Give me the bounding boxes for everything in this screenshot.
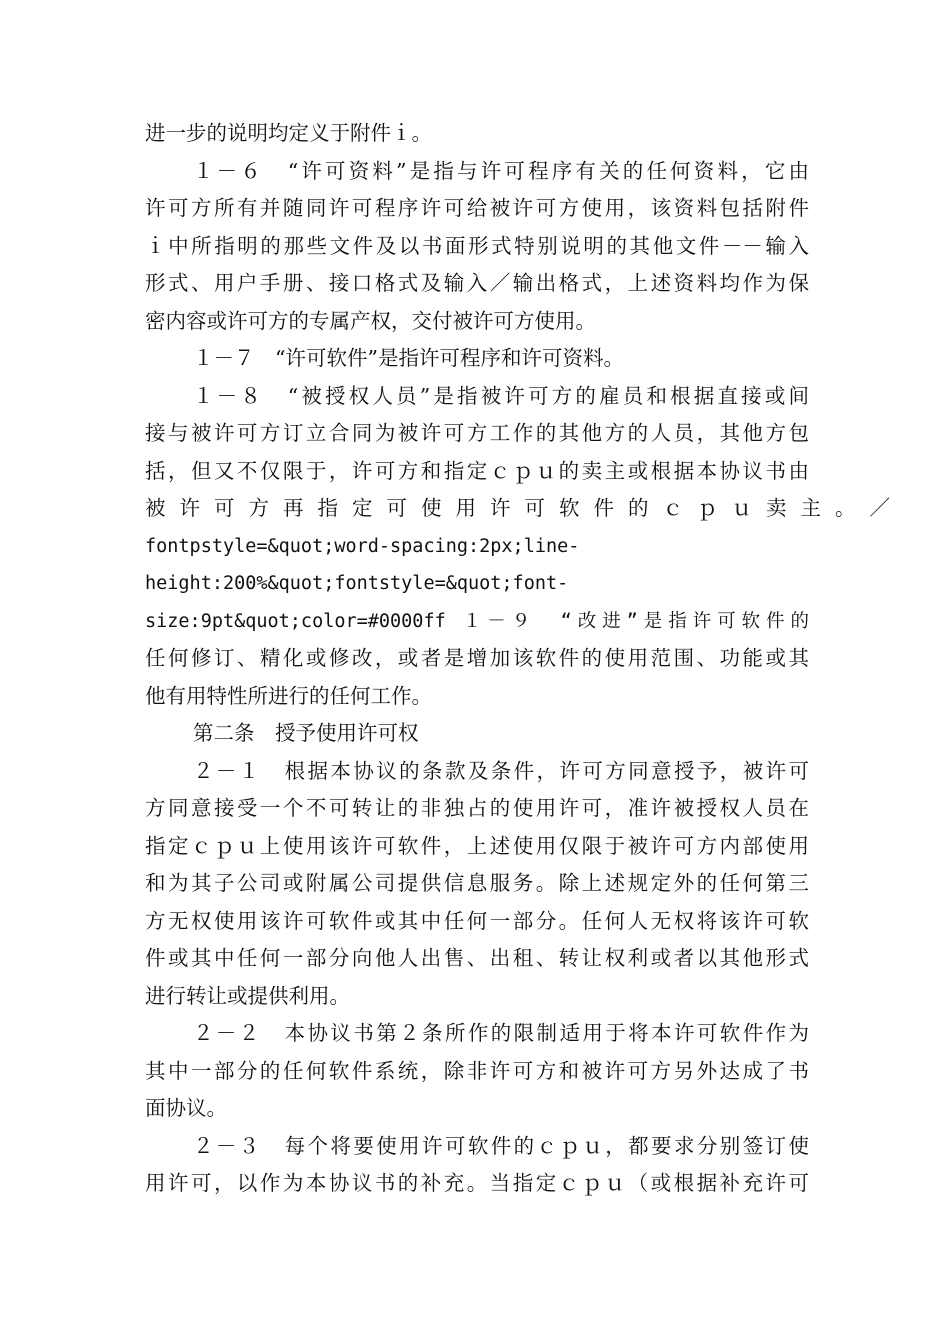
text-line: 和为其子公司或附属公司提供信息服务。除上述规定外的任何第三	[145, 871, 809, 895]
text-line: ２－３ 每个将要使用许可软件的ｃｐｕ，都要求分别签订使	[193, 1133, 809, 1158]
text-line: 密内容或许可方的专属产权，交付被许可方使用。	[145, 308, 596, 333]
text-line: １－６ “许可资料”是指与许可程序有关的任何资料，它由	[193, 158, 809, 183]
text-line: 进一步的说明均定义于附件ｉ。	[145, 121, 432, 145]
document-page	[145, 115, 904, 1203]
text-line: 其中一部分的任何软件系统，除非许可方和被许可方另外达成了书	[145, 1058, 809, 1083]
text-line: ２－２ 本协议书第２条所作的限制适用于将本许可软件作为	[193, 1021, 809, 1045]
text-line: 形式、用户手册、接口格式及输入／输出格式，上述资料均作为保	[145, 271, 809, 295]
text-line: height:200%&quot;fontstyle=&quot;font-	[145, 573, 569, 594]
text-line: 被许可方再指定可使用许可软件的ｃｐｕ卖主。／	[145, 496, 904, 520]
text-line: 任何修订、精化或修改，或者是增加该软件的使用范围、功能或其	[145, 646, 809, 670]
text-line: 他有用特性所进行的任何工作。	[145, 683, 432, 708]
text-line: ２－１ 根据本协议的条款及条件，许可方同意授予，被许可	[193, 758, 809, 783]
text-line: １－８ “被授权人员”是指被许可方的雇员和根据直接或间	[193, 383, 809, 408]
text-line: 方无权使用该许可软件或其中任何一部分。任何人无权将该许可软	[145, 908, 809, 933]
text-line: ｉ中所指明的那些文件及以书面形式特别说明的其他文件－－输入	[145, 233, 809, 258]
text-line: １－７ “许可软件”是指许可程序和许可资料。	[193, 346, 624, 370]
text-line: 件或其中任何一部分向他人出售、出租、转让权利或者以其他形式	[145, 946, 809, 970]
text-line: 进行转让或提供利用。	[145, 983, 350, 1008]
text-line: 许可方所有并随同许可程序许可给被许可方使用，该资料包括附件	[145, 196, 809, 220]
text-line: size:9pt&quot;color=#0000ff １－９ “改进”是指许可软件的	[145, 610, 809, 632]
text-line: 面协议。	[145, 1096, 227, 1120]
text-line: 方同意接受一个不可转让的非独占的使用许可，准许被授权人员在	[145, 796, 809, 820]
text-line: 括，但又不仅限于，许可方和指定ｃｐｕ的卖主或根据本协议书由	[145, 458, 809, 483]
text-line: 接与被许可方订立合同为被许可方工作的其他方的人员，其他方包	[145, 421, 809, 445]
text-line: 指定ｃｐｕ上使用该许可软件，上述使用仅限于被许可方内部使用	[145, 833, 809, 858]
section-heading: 第二条 授予使用许可权	[193, 721, 419, 745]
text-line: fontpstyle=&quot;word-spacing:2px;line-	[145, 535, 580, 557]
text-line: 用许可，以作为本协议书的补充。当指定ｃｐｕ（或根据补充许可	[145, 1171, 809, 1195]
